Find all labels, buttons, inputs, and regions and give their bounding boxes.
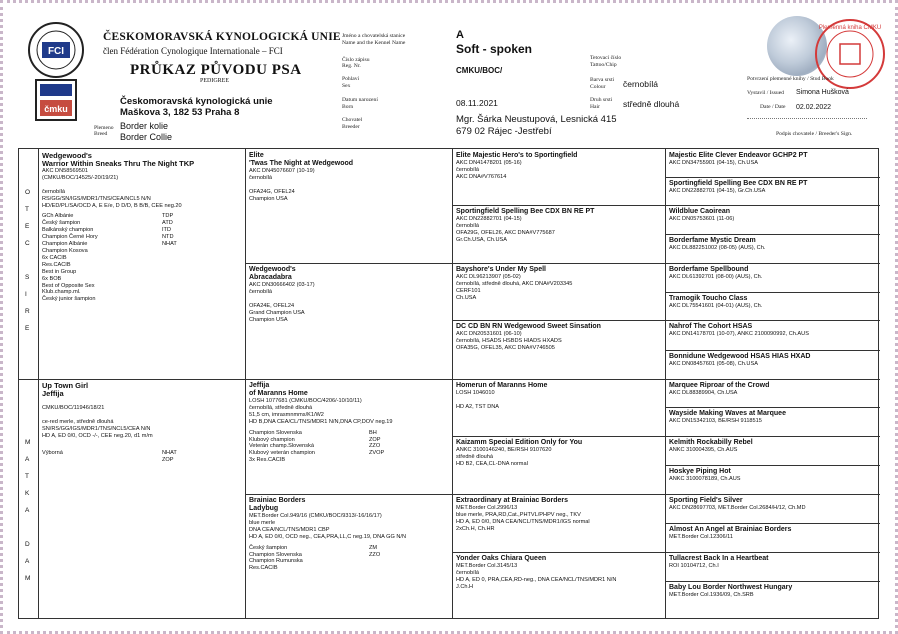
side-letter: I — [25, 291, 27, 298]
detail-line: ANKC 3100146240, BE/RSH 9107620 — [456, 447, 552, 453]
gen3-cell — [452, 320, 665, 379]
title-row — [42, 457, 241, 464]
title-left: Champion Rumunska — [249, 558, 303, 565]
detail-line — [42, 398, 241, 405]
detail-line: LOSH 1046010 — [456, 390, 495, 396]
gen4-cell — [665, 205, 880, 234]
reg-number: CMKU/BOC/ — [456, 66, 503, 75]
org-name: ČESKOMORAVSKÁ KYNOLOGICKÁ UNIE — [103, 31, 341, 43]
title-row — [42, 248, 241, 255]
dog-name: Jeffija — [42, 389, 64, 398]
gen4-cell — [665, 292, 880, 320]
side-letter: M — [25, 439, 31, 446]
breed-label: Breed — [94, 131, 108, 137]
dog-name: DC CD BN RN Wedgewood Sweet Sinsation — [456, 323, 601, 330]
title-left: Res.CACIB — [42, 261, 71, 268]
dog-name: Up Town Girl — [42, 381, 89, 390]
gen4-cell — [665, 465, 880, 494]
gen4-cell — [665, 350, 880, 379]
gen4-cell — [665, 149, 880, 177]
sex-label: Pohlaví — [342, 76, 360, 82]
dog-name: Yonder Oaks Chiara Queen — [456, 555, 547, 562]
title-row — [42, 234, 241, 241]
detail-line — [249, 296, 448, 303]
name-prefix: A — [456, 29, 464, 41]
side-letter: T — [25, 473, 29, 480]
dog-name: Sporting Field's Silver — [669, 497, 743, 504]
detail-line: AKC DN30666402 (03-17) — [249, 282, 315, 288]
gen4-cell — [665, 407, 880, 436]
detail-line: AKC DL75541601 (04-01) (AUS), Ch. — [669, 303, 763, 309]
title-right: ZVOP — [369, 450, 385, 457]
dog-name: Wedgewood's — [249, 266, 296, 273]
side-letter: T — [25, 206, 29, 213]
side-letter: R — [25, 308, 30, 315]
sex-label-en: Sex — [342, 83, 351, 89]
dog-name: Bayshore's Under My Spell — [456, 266, 546, 273]
title-left: Český šampion — [42, 220, 81, 227]
title-left: Champion Černé Hory — [42, 234, 98, 241]
detail-line: ANKC 3100078189, Ch.AUS — [669, 476, 741, 482]
dog-name: Wayside Making Waves at Marquee — [669, 410, 786, 417]
detail-line: černobílá — [249, 174, 273, 181]
detail-line: AKC DN58569501 — [42, 168, 89, 174]
detail-line — [249, 182, 448, 189]
title-row — [249, 430, 448, 437]
detail-line — [456, 397, 661, 404]
detail-line: AKC DNA#V767614 — [456, 173, 507, 180]
gen4-cell — [665, 581, 880, 620]
gen3-cell — [452, 494, 665, 552]
dog-name: Sportingfield Spelling Bee CDX BN RE PT — [669, 180, 808, 187]
detail-line: CERF101 — [456, 287, 481, 294]
detail-line: HD B,DNA CEA/CL/TNS/MDR1 N/N,DNA CP,DOV neg.19 — [249, 418, 393, 425]
title-right: TDP — [162, 213, 174, 220]
gen3-cell — [452, 149, 665, 205]
detail-line: MET.Border Col.949/16 (CMKU/BOC/9313/-16/16/17) — [249, 513, 382, 519]
title-right: BH — [369, 429, 377, 436]
gen1-sire — [38, 149, 245, 379]
dog-name: Sportingfield Spelling Bee CDX BN RE PT — [456, 208, 595, 215]
detail-line: černobílá — [456, 222, 480, 229]
title-row — [249, 437, 448, 444]
detail-line: AKC DN08457601 (05-08), Ch.USA — [669, 361, 758, 367]
gen4-cell — [665, 523, 880, 552]
breeder-label: Chovatel — [342, 117, 363, 123]
title-left: Český junior šampion — [42, 296, 96, 303]
detail-line: AKC DL96213907 (05-02) — [456, 274, 521, 280]
dog-name: Borderfame Spellbound — [669, 266, 749, 273]
title-row — [42, 276, 241, 283]
colour-label-en: Colour — [590, 84, 606, 90]
detail-line: AKC DN28697703, MET.Border Col.2684/H/12, Ch.MD — [669, 505, 806, 511]
tattoo-label2: Tattoo/Chip — [590, 62, 617, 68]
detail-line: černobílá, HSADS HSBDS HIADS HXADS — [456, 337, 562, 344]
born-label-en: Born — [342, 104, 354, 110]
detail-line: AKC DN22882701 (04-15), Gr.Ch.USA — [669, 188, 766, 194]
dog-name: 'Twas The Night at Wedgewood — [249, 160, 354, 167]
detail-line: OFA35G, OFEL35, AKC DNA#V746505 — [456, 344, 555, 351]
title-left: 6x CACIB — [42, 254, 67, 261]
title-row — [42, 220, 241, 227]
title-row — [42, 269, 241, 276]
title-left: 6x BOB — [42, 275, 62, 282]
pedigree-grid — [18, 148, 879, 619]
gen4-cell — [665, 263, 880, 292]
detail-line — [42, 412, 241, 419]
title-left: Klubový veterán champion — [249, 450, 315, 457]
detail-line: RS/GG/SN/IGS/MDR1/TNS/CEA/NCL5 N/N — [42, 195, 151, 202]
title-left: Balkánský champion — [42, 227, 94, 234]
dog-name: Almost An Angel at Brainiac Borders — [669, 526, 792, 533]
side-letter: M — [25, 575, 31, 582]
title-row — [249, 565, 448, 572]
detail-line: MET.Border Col.1936/09, Ch.SRB — [669, 592, 754, 598]
dog-name: Hoskye Piping Hot — [669, 468, 731, 475]
detail-line: černobílá — [456, 166, 480, 173]
hair-label-en: Hair — [590, 104, 600, 110]
title-left: Český šampion — [249, 544, 288, 551]
fci-emblem-icon — [24, 18, 88, 128]
detail-line: Gr.Ch.USA, Ch.USA — [456, 236, 507, 243]
detail-line: 2xCh.H, Ch.HR — [456, 525, 495, 532]
sign-line — [747, 118, 867, 119]
side-letter: S — [25, 274, 30, 281]
detail-line: HD A, ED 0, PRA,CEA,RD-neg., DNA CEA/NCL/TNS/MDR1 N/N — [456, 576, 617, 583]
detail-line: AKC DN14178701 (10-07), ANKC 2100090992, Ch.AUS — [669, 331, 809, 337]
breed-cz: Border kolie — [120, 121, 169, 131]
detail-line: AKC DL61392701 (08-00) (AUS), Ch. — [669, 274, 763, 280]
side-letter: O — [25, 189, 31, 196]
fci-member: člen Fédération Cynologique Internationale – FCI — [103, 46, 283, 56]
gen4-cell — [665, 234, 880, 263]
detail-line: černobílá — [456, 569, 480, 576]
side-letter: A — [25, 558, 30, 565]
dog-name: Elite Majestic Hero's to Sportingfield — [456, 152, 578, 159]
title-right: ZOP — [369, 436, 381, 443]
dog-name: Wildblue Caoirean — [669, 208, 731, 215]
gen2-cell — [245, 494, 452, 620]
title-row — [249, 558, 448, 565]
dog-name: Ladybug — [249, 505, 279, 512]
logo-fci-text: FCI — [47, 46, 65, 57]
dog-name: Homerun of Maranns Home — [456, 382, 548, 389]
name-label: Jméno a chovatelská stanice — [342, 33, 406, 39]
detail-line: Champion USA — [249, 316, 288, 323]
dog-name: Jeffija — [249, 382, 270, 389]
reg-label: Číslo zápisu — [342, 57, 370, 63]
stamp — [812, 16, 888, 97]
detail-line: AKC DN41478201 (05-16) — [456, 160, 522, 166]
title-right: ZM — [369, 544, 378, 551]
side-letter: A — [25, 507, 30, 514]
title-left: Best of Opposite Sex — [42, 282, 95, 289]
dog-name: Baby Lou Border Northwest Hungary — [669, 584, 793, 591]
title-row — [249, 457, 448, 464]
dog-name: Brainiac Borders — [249, 497, 306, 504]
gen4-cell — [665, 320, 880, 350]
plemeno-label: Plemeno — [94, 125, 114, 131]
dog-name: Wedgewood's — [42, 151, 92, 160]
detail-line: černobílá, středně dlouhá — [249, 404, 313, 411]
colour-value: černobílá — [623, 79, 658, 89]
fci-logo — [24, 18, 88, 128]
gen4-cell — [665, 177, 880, 205]
born-value: 08.11.2021 — [456, 98, 498, 108]
detail-line: HD A2, TST DNA — [456, 403, 500, 410]
side-letter: K — [25, 490, 30, 497]
title-right: NHAT — [162, 450, 177, 457]
detail-line: HD/ED/PL/SA/OCD A, E E/e, D D/D, B B/B, CEE neg.20 — [42, 202, 182, 209]
confirm-label: Potvrzení plemenné knihy / Stud Book — [747, 76, 834, 82]
detail-line: AKC DN15342103, BE/RSH 9118515 — [669, 418, 762, 424]
dog-name: Nahrof The Cohort HSAS — [669, 323, 753, 330]
tattoo-label: Tetovací číslo — [590, 55, 622, 61]
gen4-cell — [665, 379, 880, 407]
detail-line: AKC DN22882701 (04-15) — [456, 216, 522, 222]
gen4-cell — [665, 494, 880, 523]
side-letter: A — [25, 456, 30, 463]
dog-name: Tullacrest Back In a Heartbeat — [669, 555, 769, 562]
club-address — [120, 96, 273, 118]
hair-label: Druh srsti — [590, 97, 613, 103]
title-row — [42, 283, 241, 290]
detail-line: blue merle, PRA,RD,Cat.,PHTVL/PHPV neg., TKV — [456, 511, 581, 518]
doc-title-en: PEDIGREE — [200, 78, 229, 84]
dog-name: Kelmith Rockabilly Rebel — [669, 439, 753, 446]
sign-label: Podpis chovatele / Breeder's Sign. — [776, 131, 853, 137]
name-label-en: Name and the Kennel Name — [342, 40, 406, 46]
detail-line: OFA24G, OFEL24 — [249, 188, 295, 195]
date-value: 02.02.2022 — [796, 104, 832, 111]
title-left — [42, 457, 162, 464]
detail-line: černobílá, středně dlouhá, AKC DNA#V203345 — [456, 280, 573, 287]
side-letter: C — [25, 240, 30, 247]
detail-line: blue merle — [249, 519, 276, 526]
title-left: Champion Kosova — [42, 247, 88, 254]
dog-name: Abracadabra — [249, 274, 292, 281]
detail-line: Ch.USA — [456, 294, 477, 301]
title-left: Veterán champ.Slovenská — [249, 443, 314, 450]
gen4-cell — [665, 552, 880, 581]
dog-name: Warrior Within Sneaks Thru The Night TKP — [42, 159, 195, 168]
title-right: NHAT — [162, 241, 177, 248]
title-right: ZOP — [162, 457, 174, 464]
title-row — [42, 255, 241, 262]
title-right: ATD — [162, 220, 173, 227]
detail-line: Grand Champion USA — [249, 309, 305, 316]
gen3-cell — [452, 436, 665, 494]
detail-line: ANKC 310004395, Ch.AUS — [669, 447, 738, 453]
detail-line: OFA24E, OFEL24 — [249, 302, 295, 309]
dog-name: Soft - spoken — [456, 42, 533, 56]
title-left: Champion Slovenska — [249, 429, 302, 436]
detail-line: (CMKU/BOC/14525/-20/19/21) — [42, 174, 119, 181]
title-row — [249, 545, 448, 552]
detail-line: SN/RS/GG/IGS/MDR1/TNS/NCL5/CEA N/N — [42, 425, 151, 432]
detail-line: MET.Border Col.12306/11 — [669, 534, 733, 540]
gen1-dam — [38, 379, 245, 620]
issued-label: Vystavil / Issued — [747, 90, 784, 96]
side-letter: E — [25, 223, 30, 230]
detail-line: AKC DL882251002 (08-05) (AUS), Ch. — [669, 245, 766, 251]
dog-name: Borderfame Mystic Dream — [669, 237, 756, 244]
issued-value: Simona Hušková — [796, 89, 849, 96]
detail-line: HD A, ED 0/0, OCD -/-, CEE neg.20, d1 m/m — [42, 432, 153, 439]
detail-line: ce-red merle, středně dlouhá — [42, 418, 114, 425]
breed-en: Border Collie — [120, 132, 173, 142]
hair-value: středně dlouhá — [623, 99, 680, 109]
detail-line: OFA29G, OFEL26, AKC DNA#V775687 — [456, 229, 555, 236]
title-right: NTD — [162, 234, 174, 241]
gen3-cell — [452, 552, 665, 620]
doc-title: PRŮKAZ PŮVODU PSA — [130, 62, 302, 78]
detail-line: černobílá — [249, 288, 273, 295]
gen3-cell — [452, 379, 665, 436]
detail-line: Champion USA — [249, 195, 288, 202]
detail-line: AKC DN05753601 (11-06) — [669, 216, 735, 222]
club-line1: Českomoravská kynologická unie — [120, 96, 273, 107]
detail-line: J.Ch.H — [456, 583, 474, 590]
dog-name: Elite — [249, 152, 264, 159]
title-row — [42, 241, 241, 248]
title-left: Champion Slovenska — [249, 551, 302, 558]
club-line2: Maškova 3, 182 53 Praha 8 — [120, 107, 240, 118]
dog-name: of Maranns Home — [249, 390, 308, 397]
title-left: Klub.champ.ml. — [42, 289, 81, 296]
detail-line: AKC DN34755901 (04-15), Ch.USA — [669, 160, 758, 166]
dog-name: Extraordinary at Brainiac Borders — [456, 497, 569, 504]
title-row — [42, 262, 241, 269]
dog-name: Tramogik Toucho Class — [669, 295, 748, 302]
dog-name: Kaizamm Special Edition Only for You — [456, 439, 583, 446]
title-left: 3x Res.CACIB — [249, 457, 286, 464]
detail-line: CMKU/BOC/11946/18/21 — [42, 404, 105, 411]
logo-cmku-text: čmku — [44, 104, 68, 114]
gen2-cell — [245, 263, 452, 379]
gen2-cell — [245, 379, 452, 494]
detail-line: AKC DN45076607 (10-19) — [249, 168, 315, 174]
detail-line — [42, 182, 241, 189]
reg-label-en: Reg. Nr. — [342, 63, 361, 69]
detail-line: MET.Border Col.2996/13 — [456, 505, 518, 511]
title-left: GCh Albánie — [42, 213, 74, 220]
side-letter: D — [25, 541, 30, 548]
colour-label: Barva srsti — [590, 77, 615, 83]
breeder-label-en: Breeder — [342, 124, 360, 130]
detail-line: AKC DN20531601 (06-10) — [456, 331, 522, 337]
title-row — [249, 552, 448, 559]
gen3-cell — [452, 205, 665, 263]
breeder-line2: 679 02 Rájec -Jestřebí — [456, 126, 552, 137]
title-right: ITD — [162, 227, 172, 234]
title-row — [42, 296, 241, 303]
detail-line: HD A, ED 0/0, OCD neg., CEA,PRA,LL,C neg.19, DNA GG N/N — [249, 533, 406, 540]
title-left — [42, 443, 162, 450]
detail-line: AKC DL88389904, Ch.USA — [669, 390, 738, 396]
gen4-cell — [665, 436, 880, 465]
title-row — [249, 443, 448, 450]
gen3-cell — [452, 263, 665, 320]
detail-line: HD A, ED 0/0, DNA CEA/NCL/TNS/MDR1/IGS normal — [456, 518, 590, 525]
title-row — [42, 443, 241, 450]
detail-line: 51,5 cm, imrasmnmms/K1/W2 — [249, 411, 324, 418]
date-label: Date / Date — [760, 104, 786, 110]
born-label: Datum narození — [342, 97, 378, 103]
title-row — [249, 450, 448, 457]
title-right: ZZO — [369, 443, 381, 450]
title-row — [42, 450, 241, 457]
dog-name: Marquee Riproar of the Crowd — [669, 382, 770, 389]
title-left: Res.CACIB — [249, 565, 278, 572]
title-left: Klubový champion — [249, 436, 295, 443]
stamp-text: Plemenná kniha ČMKU — [818, 25, 882, 31]
detail-line: středně dlouhá — [456, 453, 494, 460]
dog-name: Majestic Elite Clever Endeavor GCHP2 PT — [669, 152, 808, 159]
title-left: Výborná — [42, 450, 63, 457]
detail-line: ROI 10104712, Ch.I — [669, 563, 719, 569]
title-right: ZZO — [369, 551, 381, 558]
dog-name: Bonnidune Wedgewood HSAS HIAS HXAD — [669, 353, 811, 360]
detail-line: MET.Border Col.3145/13 — [456, 563, 518, 569]
detail-line: HD B2, CEA,CL-DNA normal — [456, 460, 528, 467]
title-left: Champion Albánie — [42, 241, 88, 248]
detail-line: LOSH 1077681 (CMKU/BOC/4206/-10/10/11) — [249, 398, 362, 404]
detail-line: DNA CEA/NCL/TNS/MDR1 CBP — [249, 526, 330, 533]
detail-line: černobílá — [42, 188, 66, 195]
title-left: Best in Group — [42, 268, 77, 275]
gen2-cell — [245, 149, 452, 263]
breeder-line1: Mgr. Šárka Neustupová, Lesnická 415 — [456, 114, 617, 125]
side-letter: E — [25, 325, 30, 332]
